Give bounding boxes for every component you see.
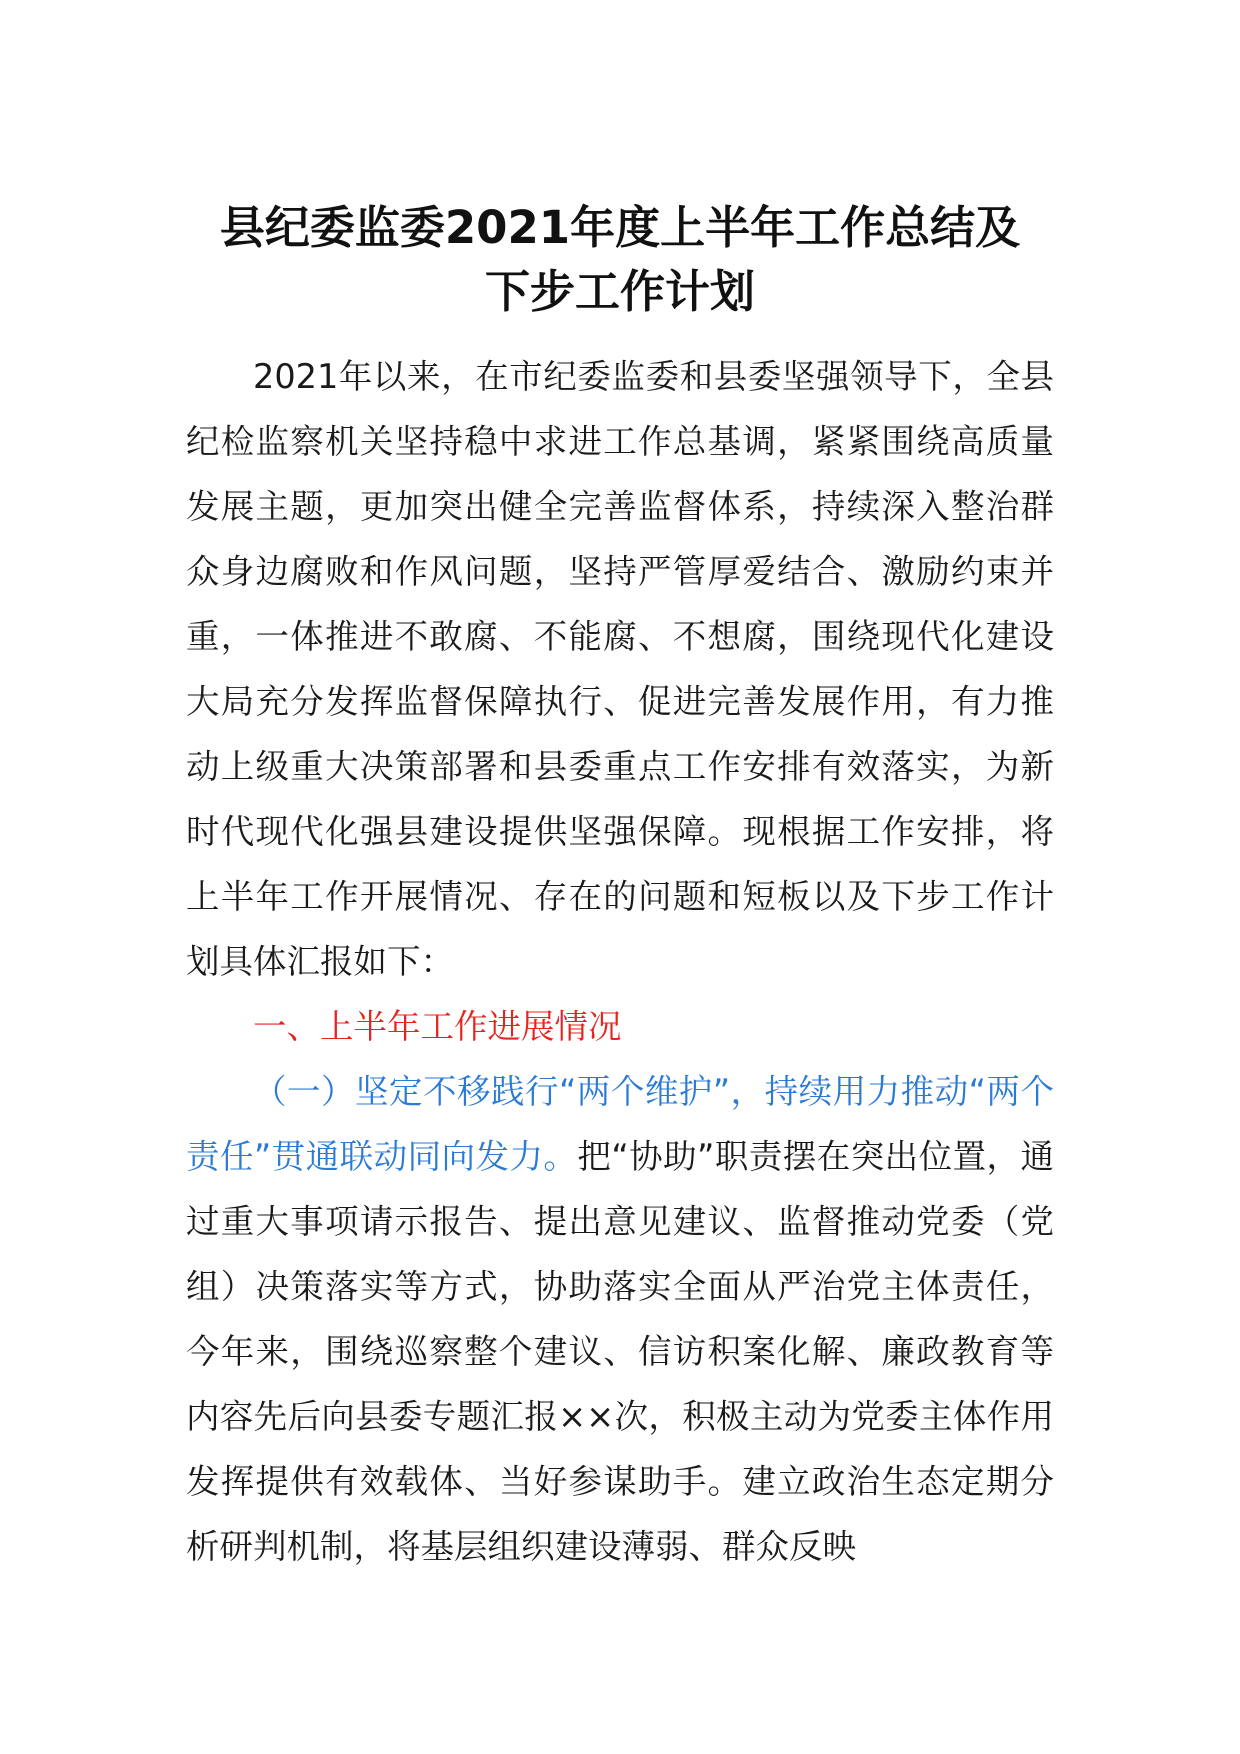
intro-paragraph: 2021年以来，在市纪委监委和县委坚强领导下，全县纪检监察机关坚持稳中求进工作总基调，紧紧围绕高质量发展主题，更加突出健全完善监督体系，持续深入整治群众身边腐败和作风问题，坚持严管厚爱结合、激励约束并重，一体推进不敢腐、不能腐、不想腐，围绕现代化建设大局充分发挥监督保障执行、促进完善发展作用，有力推动上级重大决策部署和县委重点工作安排有效落实，为新时代现代化强县建设提供坚强保障。现根据工作安排，将上半年工作开展情况、存在的问题和短板以及下步工作计划具体汇报如下： xyxy=(186,357,1054,981)
title-line-2: 下步工作计划 xyxy=(484,265,755,318)
subsection-body: 把“协助”职责摆在突出位置，通过重大事项请示报告、提出意见建议、监督推动党委（党组）决策落实等方式，协助落实全面从严治党主体责任，今年来，围绕巡察整个建议、信访积案化解、廉政教育等内容先后向县委专题汇报××次，积极主动为党委主体作用发挥提供有效载体、当好参谋助手。建立政治生态定期分析研判机制，将基层组织建设薄弱、群众反映 xyxy=(186,1137,1054,1566)
subsection-paragraph xyxy=(186,1059,1054,1579)
title-line-1: 县纪委监委2021年度上半年工作总结及 xyxy=(219,201,1021,254)
document-title xyxy=(186,196,1054,324)
subsection-heading: （一）坚定不移践行“两个维护”，持续用力推动“两个责任”贯通联动同向发力。 xyxy=(186,1072,1054,1176)
section-heading: 一、上半年工作进展情况 xyxy=(253,1007,622,1046)
document-page xyxy=(186,196,1054,1579)
